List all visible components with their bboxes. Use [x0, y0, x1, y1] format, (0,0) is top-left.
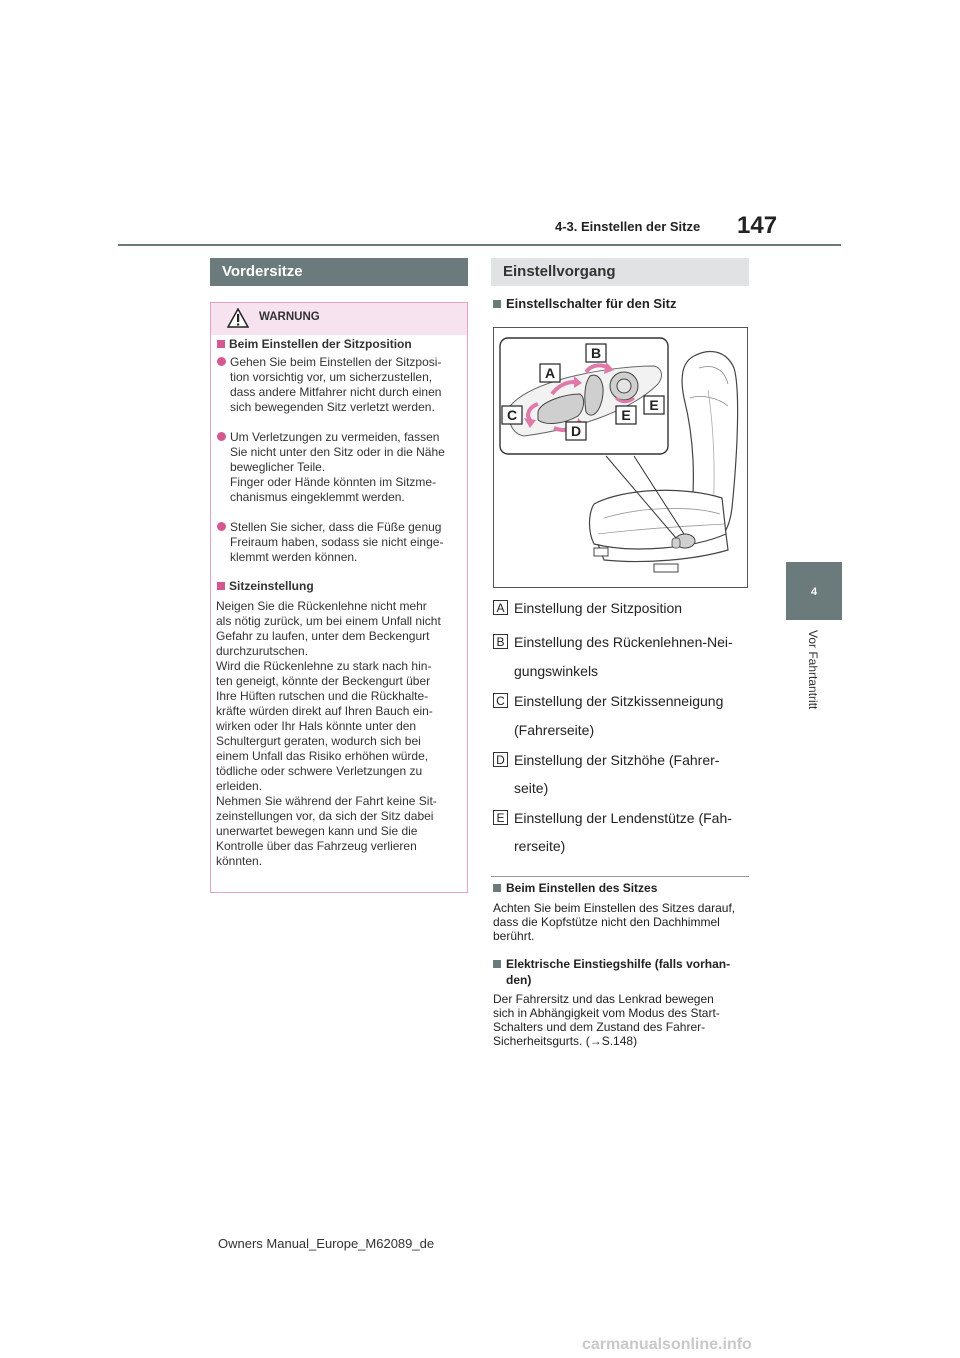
- page-number: 147: [737, 212, 778, 239]
- legend-item-e: E Einstellung der Lendenstütze (Fah-: [493, 810, 732, 826]
- footer-text: Owners Manual_Europe_M62089_de: [218, 1236, 435, 1251]
- header-rule: [118, 244, 841, 246]
- section-heading-text: Einstellvorgang: [503, 263, 616, 280]
- warning-bullet-1: Gehen Sie beim Einstellen der Sitzposi-: [217, 355, 441, 370]
- figure-label-b: B: [590, 345, 602, 361]
- note-text-2: Der Fahrersitz und das Lenkrad bewegen sich in Abhängigkeit vom Modus des Start- Schalters und dem Zustand des Fahrer- Sicherheitsgurts. (→S.148): [493, 992, 720, 1048]
- note-title-2-line: den): [506, 973, 532, 987]
- chapter-label: [766, 630, 862, 740]
- warning-bullet-2: Um Verletzungen zu vermeiden, fassen: [217, 430, 439, 445]
- warning-paragraph: Neigen Sie die Rückenlehne nicht mehr als nötig zurück, um bei einem Unfall nicht Gefahr zu laufen, unter dem Beckengurt durchzurutschen. Wird die Rückenlehne zu stark nach hin- ten geneigt, könnte der Beckengurt über Ihre Hüften rutschen und die Rückhalte- kräfte würden direkt auf Ihren Bauch ein- wirken oder Ihr Hals könnte unter den Schultergurt geraten, wodurch sich bei einem Unfall das Risiko erhöhen würde, tödliche oder schwere Verletzungen zu erleiden. Nehmen Sie während der Fahrt keine Sit- zeinstellungen vor, da sich der Sitz dabei unerwartet bewegen kann und Sie die Kontrolle über das Fahrzeug verlieren könnten.: [216, 599, 441, 868]
- warning-bullet-2-line: chanismus eingeklemmt werden.: [230, 490, 405, 504]
- warning-box: [210, 302, 468, 893]
- note-title-1: Beim Einstellen des Sitzes: [493, 881, 657, 895]
- square-bullet-icon: [493, 960, 501, 968]
- figure-label-c: C: [506, 407, 518, 423]
- chapter-number: 4: [810, 586, 818, 598]
- section-heading-text: Vordersitze: [222, 263, 303, 280]
- chapter-label-text: Vor Fahrtantritt: [806, 630, 820, 710]
- square-bullet-icon: [217, 340, 225, 348]
- round-bullet-icon: [217, 432, 226, 441]
- seat-illustration: [494, 328, 747, 587]
- legend-item-b-line: gungswinkels: [514, 663, 599, 679]
- warning-subtitle-2: Sitzeinstellung: [217, 579, 314, 594]
- warning-bullet-1-line: sich bewegenden Sitz verletzt werden.: [230, 400, 435, 414]
- warning-bullet-1-line: dass andere Mitfahrer nicht durch einen: [230, 385, 442, 399]
- warning-subtitle-1: Beim Einstellen der Sitzposition: [217, 337, 412, 352]
- square-bullet-icon: [217, 582, 225, 590]
- warning-bullet-2-line: Finger oder Hände könnten im Sitzme-: [230, 475, 437, 489]
- note-text-1: Achten Sie beim Einstellen des Sitzes darauf, dass die Kopfstütze nicht den Dachhimmel berührt.: [493, 901, 736, 943]
- watermark: carmanualsonline.info: [582, 1336, 752, 1353]
- seat-switch-figure: [493, 327, 748, 588]
- warning-bullet-1-line: tion vorsichtig vor, um sicherzustellen,: [230, 370, 433, 384]
- square-bullet-icon: [493, 300, 501, 308]
- warning-bullet-2-line: Sie nicht unter den Sitz oder in die Nähe: [230, 445, 445, 459]
- legend-divider: [491, 876, 749, 877]
- legend-item-b: B Einstellung des Rückenlehnen-Nei-: [493, 634, 733, 650]
- warning-bullet-3-line: Freiraum haben, sodass sie nicht einge-: [230, 535, 444, 549]
- figure-label-d: D: [570, 423, 582, 439]
- note-title-2: Elektrische Einstiegshilfe (falls vorhan-: [493, 957, 730, 971]
- square-bullet-icon: [493, 884, 501, 892]
- subheading-einstellschalter: Einstellschalter für den Sitz: [493, 296, 677, 311]
- warning-bullet-2-line: beweglicher Teile.: [230, 460, 326, 474]
- figure-label-a: A: [544, 365, 556, 381]
- warning-header: [211, 303, 467, 335]
- legend-item-a: A Einstellung der Sitzposition: [493, 600, 682, 616]
- section-title: 4-3. Einstellen der Sitze: [555, 219, 701, 234]
- legend-item-d-line: seite): [514, 780, 549, 796]
- warning-triangle-icon: [227, 308, 249, 328]
- legend-item-c-line: (Fahrerseite): [514, 722, 595, 738]
- round-bullet-icon: [217, 522, 226, 531]
- section-heading-vordersitze: [210, 258, 468, 286]
- legend-item-e-line: rerseite): [514, 838, 566, 854]
- warning-title: WARNUNG: [259, 311, 320, 323]
- warning-bullet-3-line: klemmt werden können.: [230, 550, 358, 564]
- round-bullet-icon: [217, 357, 226, 366]
- legend-item-c: C Einstellung der Sitzkissenneigung: [493, 693, 723, 709]
- section-heading-einstellvorgang: [491, 258, 749, 286]
- figure-label-e: E: [621, 407, 631, 423]
- figure-label-e-second: E: [649, 397, 659, 413]
- warning-bullet-3: Stellen Sie sicher, dass die Füße genug: [217, 520, 441, 535]
- legend-item-d: D Einstellung der Sitzhöhe (Fahrer-: [493, 752, 719, 768]
